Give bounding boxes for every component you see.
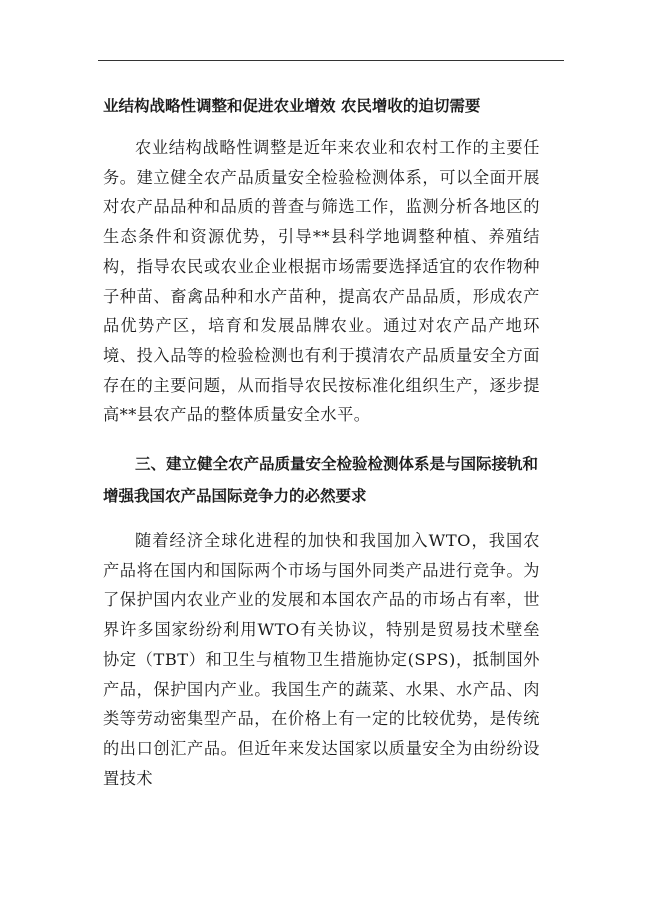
header-rule: [98, 60, 564, 61]
paragraph: 随着经济全球化进程的加快和我国加入WTO，我国农产品将在国内和国际两个市场与国外同类产品进行竞争。为了保护国内农业产业的发展和本国农产品的市场占有率，世界许多国家纷纷利用WTO有关协议，特别是贸易技术壁垒协定（TBT）和卫生与植物卫生措施协定(SPS)，抵制国外产品，保护国内产业。我国生产的蔬菜、水果、水产品、肉类等劳动密集型产品，在价格上有一定的比较优势，是传统的出口创汇产品。但近年来发达国家以质量安全为由纷纷设置技术: [103, 531, 540, 788]
document-body: [103, 90, 540, 793]
section-heading: 业结构战略性调整和促进农业增效 农民增收的迫切需要: [103, 97, 481, 115]
section-heading: 三、建立健全农产品质量安全检验检测体系是与国际接轨和增强我国农产品国际竞争力的必然要求: [103, 455, 539, 506]
paragraph: 农业结构战略性调整是近年来农业和农村工作的主要任务。建立健全农产品质量安全检验检测体系，可以全面开展对农产品品种和品质的普查与筛选工作，监测分析各地区的生态条件和资源优势，引导**县科学地调整种植、养殖结构，指导农民或农业企业根据市场需要选择适宜的农作物种子种苗、畜禽品种和水产苗种，提高农产品品质，形成农产品优势产区，培育和发展品牌农业。通过对农产品产地环境、投入品等的检验检测也有利于摸清农产品质量安全方面存在的主要问题，从而指导农民按标准化组织生产，逐步提高**县农产品的整体质量安全水平。: [103, 138, 540, 425]
